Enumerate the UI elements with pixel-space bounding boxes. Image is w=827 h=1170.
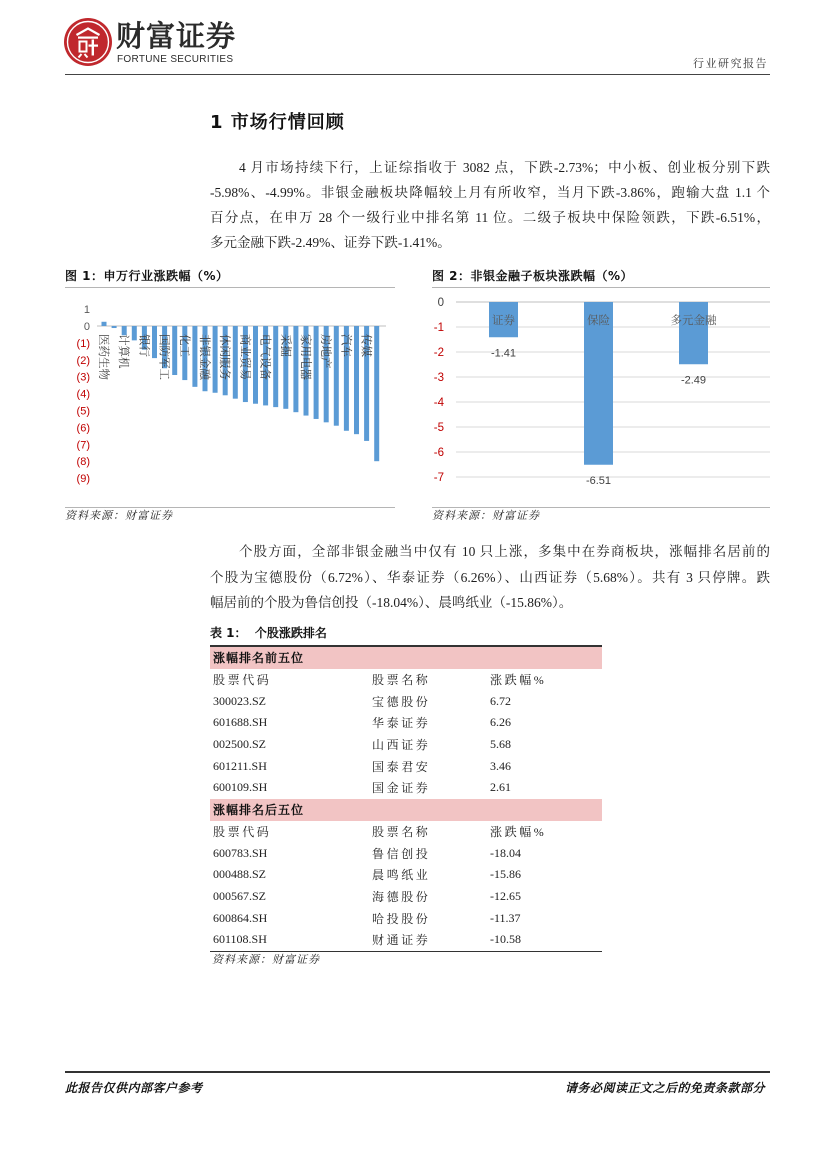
y-tick-label: (2) [76,354,90,367]
category-label: 多元金融 [670,315,717,327]
y-tick-label: -2 [433,347,444,359]
stock-name: 国金证券 [372,781,431,796]
table-header-row [210,821,602,843]
figure1-top-rule [65,287,395,288]
stock-code: 600109.SH [213,780,268,795]
table-row [210,755,602,777]
brand-name-cn: 财富证券 [116,19,237,53]
y-tick-label: 0 [437,297,444,309]
stock-code: 300023.SZ [213,693,267,708]
y-tick-label: -6 [433,447,444,459]
category-label: 保险 [587,315,610,327]
bar-25 [354,326,359,434]
bar-9 [192,326,197,387]
data-label: -2.49 [680,374,707,387]
section-heading: 1 市场行情回顾 [210,112,345,133]
bar-23 [334,326,339,426]
industry-change-chart [65,290,395,505]
figure2-source: 资料来源：财富证券 [432,510,540,522]
footer-disclaimer: 请务必阅读正文之后的免责条款部分 [564,1081,765,1095]
change-pct: 6.26 [490,715,511,730]
category-label: 银行 [137,334,150,357]
category-label: 非银金融 [197,334,210,380]
category-label: 证券 [492,315,515,327]
figure2-top-rule [432,287,770,288]
paragraph-market-review [210,155,770,255]
table-source: 资料来源：财富证券 [212,954,320,966]
paragraph-line: 4 月市场持续下行，上证综指收于 3082 点，下跌-2.73%；中小板、创业板分别下跌 [239,160,770,175]
data-label: -6.51 [585,474,612,487]
table-row [210,929,602,951]
change-pct: 2.61 [490,780,511,795]
header-divider [65,74,770,75]
y-tick-label: (3) [76,371,90,384]
category-label: 国防军工 [157,334,170,380]
column-header: 涨跌幅% [490,673,547,688]
table-row [210,734,602,756]
column-header: 股票名称 [372,824,431,839]
change-pct: 3.46 [490,758,511,773]
y-tick-label: -4 [433,397,444,409]
y-tick-label: -5 [433,422,444,434]
y-tick-label: -3 [433,372,444,384]
data-label: -1.41 [490,347,517,360]
change-pct: -12.65 [490,888,521,903]
paragraph-line: 个股为宝德股份（6.72%）、华泰证券（6.26%）、山西证券（5.68%）。共有 3 只停牌。跌 [210,569,770,585]
stock-name: 华泰证券 [372,716,431,731]
bar-1 [112,326,117,328]
table-row [210,864,602,886]
y-tick-label: 1 [83,304,90,317]
subsector-change-chart [432,290,770,505]
table-row [210,842,602,864]
paragraph-line: 个股方面，全部非银金融当中仅有 10 只上涨，多集中在券商板块，涨幅排名居前的 [239,544,770,559]
y-tick-label: (4) [76,388,90,401]
brand-name-en: FORTUNE SECURITIES [117,54,234,65]
stock-code: 601211.SH [213,758,267,773]
bar-15 [253,326,258,404]
table-title: 表 1： 个股涨跌排名 [210,626,327,640]
change-pct: -18.04 [490,845,521,860]
change-pct: 5.68 [490,737,511,752]
table-row [210,886,602,908]
category-label: 化工 [177,334,190,357]
table-row [210,690,602,712]
stock-code: 002500.SZ [213,737,267,752]
stock-code: 000488.SZ [213,867,267,882]
category-label: 传媒 [359,334,372,357]
y-tick-label: (7) [76,439,90,452]
stock-code: 600864.SH [213,910,268,925]
column-header: 股票代码 [213,673,272,688]
table-section-header [210,647,602,669]
stock-name: 晨鸣纸业 [372,868,431,883]
category-label: 采掘 [278,334,291,357]
bar-0 [102,322,107,326]
column-header: 股票代码 [213,824,272,839]
stock-code: 000567.SZ [213,888,267,903]
footer-notice: 此报告仅供内部客户参考 [65,1081,203,1095]
table-row [210,907,602,929]
y-tick-label: 0 [83,321,90,333]
bar-7 [172,326,177,375]
change-pct: -10.58 [490,932,521,947]
category-label: 电气设备 [258,334,271,380]
stock-name: 国泰君安 [372,759,431,774]
figure1-title: 图 1：申万行业涨跌幅（%） [65,269,229,283]
table-row [210,712,602,734]
section-label: 涨幅排名后五位 [213,803,305,818]
y-tick-label: (5) [76,405,90,418]
bar-13 [233,326,238,399]
section-label: 涨幅排名前五位 [213,651,305,666]
paragraph-stocks [210,539,770,616]
y-tick-label: (9) [76,473,90,486]
category-label: 医药生物 [96,334,109,380]
stock-code: 601688.SH [213,715,268,730]
y-tick-label: -1 [433,322,444,334]
change-pct: -11.37 [490,910,521,925]
category-label: 房地产 [319,334,332,369]
stock-name: 海德股份 [372,889,431,904]
bar-3 [132,326,137,340]
stock-ranking-table [210,645,602,952]
y-tick-label: (1) [76,337,90,350]
table-section-header [210,799,602,821]
category-label: 商业贸易 [238,334,251,380]
bar-27 [374,326,379,461]
paragraph-line: -5.98%、-4.99%。非银金融板块降幅较上月有所收窄，当月下跌-3.86%，跑输大盘 1.1 个 [210,185,770,200]
stock-code: 600783.SH [213,845,268,860]
paragraph-line: 百分点，在申万 28 个一级行业中排名第 11 位。二级子板块中保险领跌，下跌-6.51%， [210,210,770,225]
category-label: 休闲服务 [218,334,231,380]
y-tick-label: (6) [76,422,90,435]
table-row [210,777,602,799]
category-label: 计算机 [117,334,130,369]
figure1-source: 资料来源：财富证券 [65,510,173,522]
stock-code: 601108.SH [213,932,267,947]
bar-19 [293,326,298,412]
change-pct: -15.86 [490,867,521,882]
column-header: 涨跌幅% [490,824,547,839]
stock-name: 山西证券 [372,738,431,753]
bar-5 [152,326,157,358]
paragraph-line: 多元金融下跌-2.49%、证券下跌-1.41%。 [210,235,451,250]
figure1-bottom-rule [65,507,395,508]
category-label: 家用电器 [298,334,311,380]
bar-21 [314,326,319,419]
category-label: 汽车 [339,334,352,357]
stock-name: 哈投股份 [372,911,431,926]
stock-name: 宝德股份 [372,694,431,709]
y-tick-label: -7 [433,472,444,484]
paragraph-line: 幅居前的个股为鲁信创投（-18.04%）、晨鸣纸业（-15.86%）。 [210,595,573,610]
bar-17 [273,326,278,407]
figure2-title: 图 2：非银金融子板块涨跌幅（%） [432,269,634,283]
stock-name: 财通证券 [372,933,431,948]
figure2-bottom-rule [432,507,770,508]
report-type-label: 行业研究报告 [693,57,768,70]
logo-seal-icon [63,17,113,67]
bar-11 [213,326,218,393]
y-tick-label: (8) [76,456,90,469]
change-pct: 6.72 [490,693,511,708]
stock-name: 鲁信创投 [372,846,431,861]
column-header: 股票名称 [372,673,431,688]
bar-2 [679,302,708,364]
table-header-row [210,669,602,691]
footer-divider [65,1071,770,1073]
